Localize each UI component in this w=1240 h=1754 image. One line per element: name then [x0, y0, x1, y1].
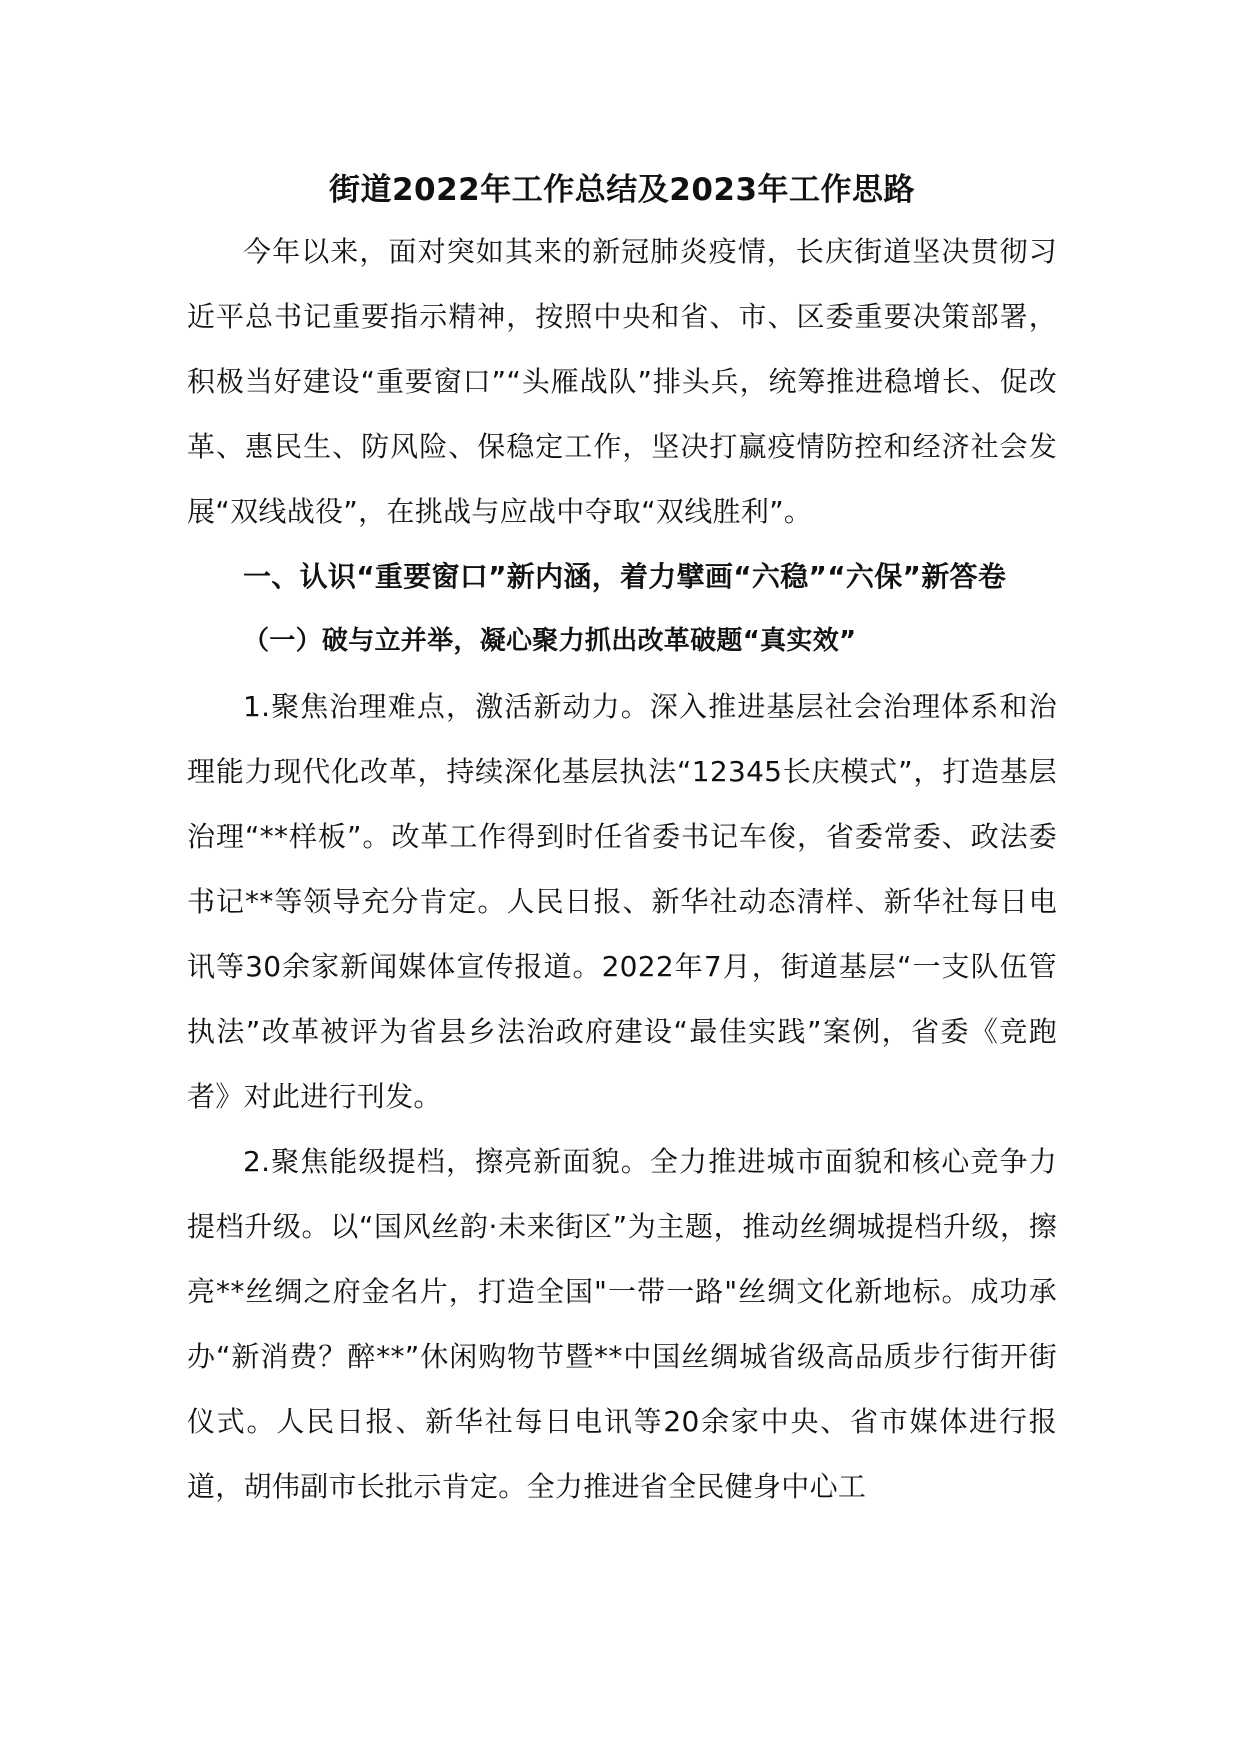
section-heading: 一、认识“重要窗口”新内涵，着力擘画“六稳”“六保”新答卷	[243, 560, 1007, 593]
document-page	[187, 170, 1057, 1519]
body-paragraph-1: 1.聚焦治理难点，激活新动力。深入推进基层社会治理体系和治理能力现代化改革，持续深化基层执法“12345长庆模式”，打造基层治理“**样板”。改革工作得到时任省委书记车俊，省委常委、政法委书记**等领导充分肯定。人民日报、新华社动态清样、新华社每日电讯等30余家新闻媒体宣传报道。2022年7月，街道基层“一支队伍管执法”改革被评为省县乡法治政府建设“最佳实践”案例，省委《竞跑者》对此进行刊发。	[187, 690, 1057, 1113]
document-title: 街道2022年工作总结及2023年工作思路	[328, 172, 916, 208]
intro-paragraph: 今年以来，面对突如其来的新冠肺炎疫情，长庆街道坚决贯彻习近平总书记重要指示精神，按照中央和省、市、区委重要决策部署，积极当好建设“重要窗口”“头雁战队”排头兵，统筹推进稳增长、促改革、惠民生、防风险、保稳定工作，坚决打赢疫情防控和经济社会发展“双线战役”，在挑战与应战中夺取“双线胜利”。	[187, 235, 1057, 528]
subsection-heading: （一）破与立并举，凝心聚力抓出改革破题“真实效”	[243, 626, 857, 656]
body-paragraph-2: 2.聚焦能级提档，擦亮新面貌。全力推进城市面貌和核心竞争力提档升级。以“国风丝韵·未来街区”为主题，推动丝绸城提档升级，擦亮**丝绸之府金名片，打造全国"一带一路"丝绸文化新地标。成功承办“新消费？醉**”休闲购物节暨**中国丝绸城省级高品质步行街开街仪式。人民日报、新华社每日电讯等20余家中央、省市媒体进行报道，胡伟副市长批示肯定。全力推进省全民健身中心工	[187, 1145, 1057, 1503]
